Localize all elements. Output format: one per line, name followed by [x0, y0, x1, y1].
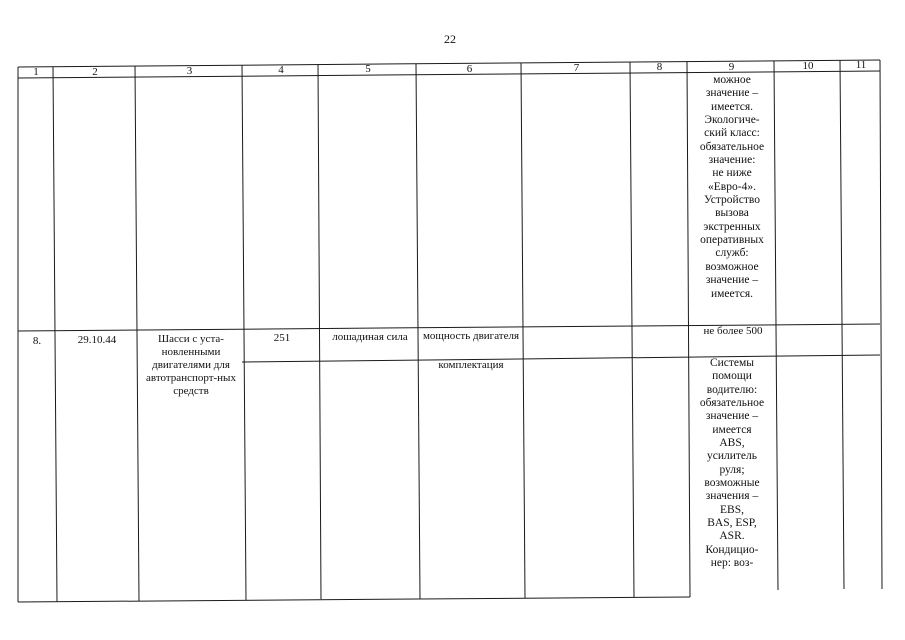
- text-line: значения –: [705, 490, 759, 503]
- text-line: Экологиче-: [704, 114, 760, 127]
- col-header-2: 2: [92, 66, 98, 78]
- text-line: обязательное: [699, 140, 765, 153]
- col-header-10: 10: [802, 60, 814, 72]
- text-line: ский класс:: [704, 127, 760, 140]
- col9-continuation-text: [688, 74, 776, 301]
- text-line: имеется: [712, 423, 752, 436]
- text-line: EBS,: [720, 503, 744, 516]
- col-header-6: 6: [466, 63, 473, 75]
- text-line: Устройство: [704, 194, 760, 207]
- col-header-3: 3: [186, 65, 193, 77]
- col-line-5: [416, 64, 420, 599]
- text-line: обязательное: [699, 397, 765, 410]
- row8-unit: лошадиная сила: [332, 331, 408, 343]
- row8-okei-code: 251: [273, 332, 291, 344]
- text-line: оперативных: [700, 234, 764, 247]
- text-line: BAS, ESP,: [707, 517, 757, 530]
- text-line: значение:: [708, 154, 756, 167]
- text-line: помощи: [712, 370, 752, 383]
- col-header-5: 5: [365, 63, 371, 75]
- text-line: «Евро-4».: [708, 180, 756, 193]
- text-line: водителю:: [706, 383, 758, 396]
- page-number: 22: [444, 32, 456, 46]
- col-header-8: 8: [656, 61, 663, 73]
- text-line: вызова: [715, 207, 749, 220]
- text-line: экстренных: [703, 220, 761, 233]
- text-line: можное: [713, 74, 751, 86]
- row8-characteristic-equipment: комплектация: [438, 359, 504, 371]
- text-line: значение –: [705, 410, 759, 423]
- text-line: усилитель: [706, 450, 757, 463]
- row8-number: 8.: [32, 335, 42, 347]
- text-line: имеется.: [710, 287, 754, 300]
- text-line: ABS,: [719, 437, 745, 450]
- row8-characteristic-power: мощность двигателя: [422, 330, 520, 342]
- col-line-11: [880, 60, 882, 589]
- col-header-1: 1: [33, 66, 39, 78]
- text-line: значение –: [705, 274, 759, 287]
- row8-col9-equipment-text: [688, 357, 776, 571]
- text-line: Системы: [709, 357, 755, 369]
- text-line: значение –: [705, 87, 759, 100]
- row8-code: 29.10.44: [77, 334, 117, 346]
- table-bottom-border: [18, 597, 690, 602]
- text-line: возможные: [704, 477, 760, 490]
- col-line-7: [630, 62, 634, 597]
- text-line: возможное: [705, 260, 759, 273]
- text-line: ASR.: [719, 530, 745, 543]
- col-header-4: 4: [278, 64, 284, 76]
- row8-name: Шасси с уста-новленными двигателями для автотранспорт-ных средств: [146, 333, 236, 397]
- text-line: не ниже: [712, 167, 752, 180]
- col-header-9: 9: [728, 61, 735, 73]
- col-header-7: 7: [573, 62, 580, 74]
- row8-inner-line: [242, 355, 880, 362]
- col-header-11: 11: [855, 59, 867, 71]
- row8-col9-value-power: не более 500: [703, 325, 763, 337]
- text-line: нер: воз-: [710, 557, 754, 570]
- text-line: служб:: [715, 247, 749, 260]
- text-line: имеется.: [710, 100, 754, 113]
- text-line: руля;: [719, 463, 745, 476]
- text-line: Кондицио-: [705, 543, 759, 556]
- col-line-6: [521, 63, 525, 598]
